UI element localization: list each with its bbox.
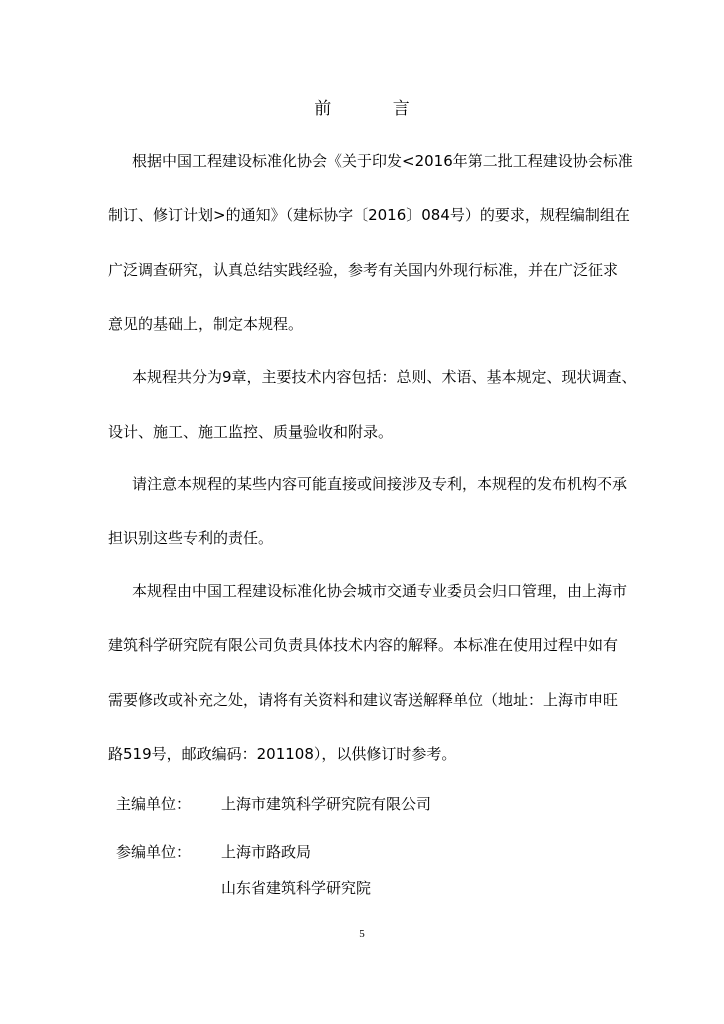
paragraph-3-line-1: 请注意本规程的某些内容可能直接或间接涉及专利，本规程的发布机构不承 bbox=[132, 475, 628, 493]
paragraph-1-line-4: 意见的基础上，制定本规程。 bbox=[108, 315, 304, 333]
paragraph-4-line-4: 路519号，邮政编码：201108），以供修订时参考。 bbox=[108, 745, 457, 763]
paragraph-4-line-2: 建筑科学研究院有限公司负责具体技术内容的解释。本标准在使用过程中如有 bbox=[108, 636, 619, 654]
paragraph-3-line-2: 担识别这些专利的责任。 bbox=[108, 529, 274, 547]
participating-unit-2: 山东省建筑科学研究院 bbox=[221, 879, 372, 897]
page-number: 5 bbox=[359, 928, 365, 940]
paragraph-1-line-1: 根据中国工程建设标准化协会《关于印发<2016年第二批工程建设协会标准 bbox=[132, 152, 633, 170]
paragraph-1-line-3: 广泛调查研究，认真总结实践经验，参考有关国内外现行标准，并在广泛征求 bbox=[108, 261, 619, 279]
participating-label: 参编单位： bbox=[116, 843, 192, 861]
page-title: 前 言 bbox=[314, 99, 438, 119]
paragraph-2-line-1: 本规程共分为9章，主要技术内容包括：总则、术语、基本规定、现状调查、 bbox=[132, 368, 637, 386]
paragraph-4-line-1: 本规程由中国工程建设标准化协会城市交通专业委员会归口管理，由上海市 bbox=[132, 582, 628, 600]
paragraph-1-line-2: 制订、修订计划>的通知》（建标协字〔2016〕084号）的要求，规程编制组在 bbox=[108, 206, 630, 224]
paragraph-2-line-2: 设计、施工、施工监控、质量验收和附录。 bbox=[108, 423, 394, 441]
participating-unit-1: 上海市路政局 bbox=[221, 843, 312, 861]
chief-editor-value: 上海市建筑科学研究院有限公司 bbox=[221, 795, 432, 813]
chief-editor-label: 主编单位： bbox=[116, 795, 192, 813]
paragraph-4-line-3: 需要修改或补充之处，请将有关资料和建议寄送解释单位（地址：上海市申旺 bbox=[108, 691, 619, 709]
